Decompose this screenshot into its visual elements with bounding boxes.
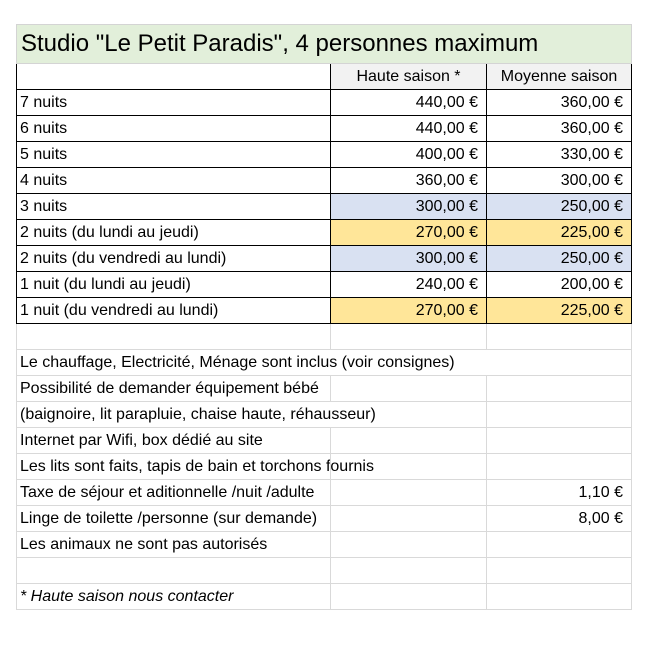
rate-label: 2 nuits (du lundi au jeudi) (16, 220, 330, 246)
rate-row (16, 116, 632, 142)
title-row (16, 24, 632, 64)
note-value (486, 376, 632, 402)
rate-haute: 300,00 € (330, 246, 486, 272)
rate-haute: 270,00 € (330, 220, 486, 246)
note-text: Possibilité de demander équipement bébé (16, 376, 330, 402)
note-text: (baignoire, lit parapluie, chaise haute, réhausseur) (16, 402, 486, 428)
rate-moyenne: 225,00 € (486, 220, 632, 246)
note-value (486, 532, 632, 558)
rate-moyenne: 225,00 € (486, 298, 632, 324)
note-value: 8,00 € (486, 506, 632, 532)
note-text: Linge de toilette /personne (sur demande) (16, 506, 330, 532)
rate-haute: 440,00 € (330, 116, 486, 142)
notes-section (16, 350, 632, 558)
rate-haute: 270,00 € (330, 298, 486, 324)
rate-label: 7 nuits (16, 90, 330, 116)
rate-moyenne: 250,00 € (486, 194, 632, 220)
rate-haute: 440,00 € (330, 90, 486, 116)
rate-row (16, 168, 632, 194)
rate-label: 1 nuit (du lundi au jeudi) (16, 272, 330, 298)
note-row (16, 402, 632, 428)
note-value (486, 428, 632, 454)
column-header-row (16, 64, 632, 90)
rate-haute: 300,00 € (330, 194, 486, 220)
sheet-title: Studio "Le Petit Paradis", 4 personnes maximum (21, 30, 539, 57)
rate-label: 2 nuits (du vendredi au lundi) (16, 246, 330, 272)
rate-row (16, 298, 632, 324)
rate-moyenne: 200,00 € (486, 272, 632, 298)
rate-row (16, 272, 632, 298)
column-header-moyenne: Moyenne saison (486, 64, 632, 90)
rate-moyenne: 330,00 € (486, 142, 632, 168)
note-text: Le chauffage, Electricité, Ménage sont inclus (voir consignes) (16, 350, 632, 376)
rate-moyenne: 250,00 € (486, 246, 632, 272)
note-row (16, 480, 632, 506)
rate-row (16, 194, 632, 220)
header-empty-cell (16, 64, 330, 90)
rate-row (16, 142, 632, 168)
blank-row (16, 324, 632, 350)
note-row (16, 428, 632, 454)
rate-moyenne: 300,00 € (486, 168, 632, 194)
rate-label: 5 nuits (16, 142, 330, 168)
rate-row (16, 246, 632, 272)
rates-table (16, 90, 632, 324)
rate-label: 1 nuit (du vendredi au lundi) (16, 298, 330, 324)
note-value (486, 402, 632, 428)
note-text: Internet par Wifi, box dédié au site (16, 428, 330, 454)
footnote: * Haute saison nous contacter (16, 584, 330, 610)
note-text: Les lits sont faits, tapis de bain et torchons fournis (16, 454, 330, 480)
footnote-row (16, 584, 632, 610)
blank-row (16, 558, 632, 584)
rate-haute: 400,00 € (330, 142, 486, 168)
note-row (16, 350, 632, 376)
rate-haute: 240,00 € (330, 272, 486, 298)
rate-row (16, 90, 632, 116)
note-row (16, 506, 632, 532)
note-row (16, 532, 632, 558)
rate-moyenne: 360,00 € (486, 116, 632, 142)
rate-label: 6 nuits (16, 116, 330, 142)
note-text: Les animaux ne sont pas autorisés (16, 532, 330, 558)
note-row (16, 376, 632, 402)
note-row (16, 454, 632, 480)
note-value: 1,10 € (486, 480, 632, 506)
rate-haute: 360,00 € (330, 168, 486, 194)
note-value (486, 454, 632, 480)
note-text: Taxe de séjour et aditionnelle /nuit /adulte (16, 480, 330, 506)
rate-row (16, 220, 632, 246)
column-header-haute: Haute saison * (330, 64, 486, 90)
rate-moyenne: 360,00 € (486, 90, 632, 116)
pricing-sheet (16, 24, 632, 610)
rate-label: 4 nuits (16, 168, 330, 194)
rate-label: 3 nuits (16, 194, 330, 220)
